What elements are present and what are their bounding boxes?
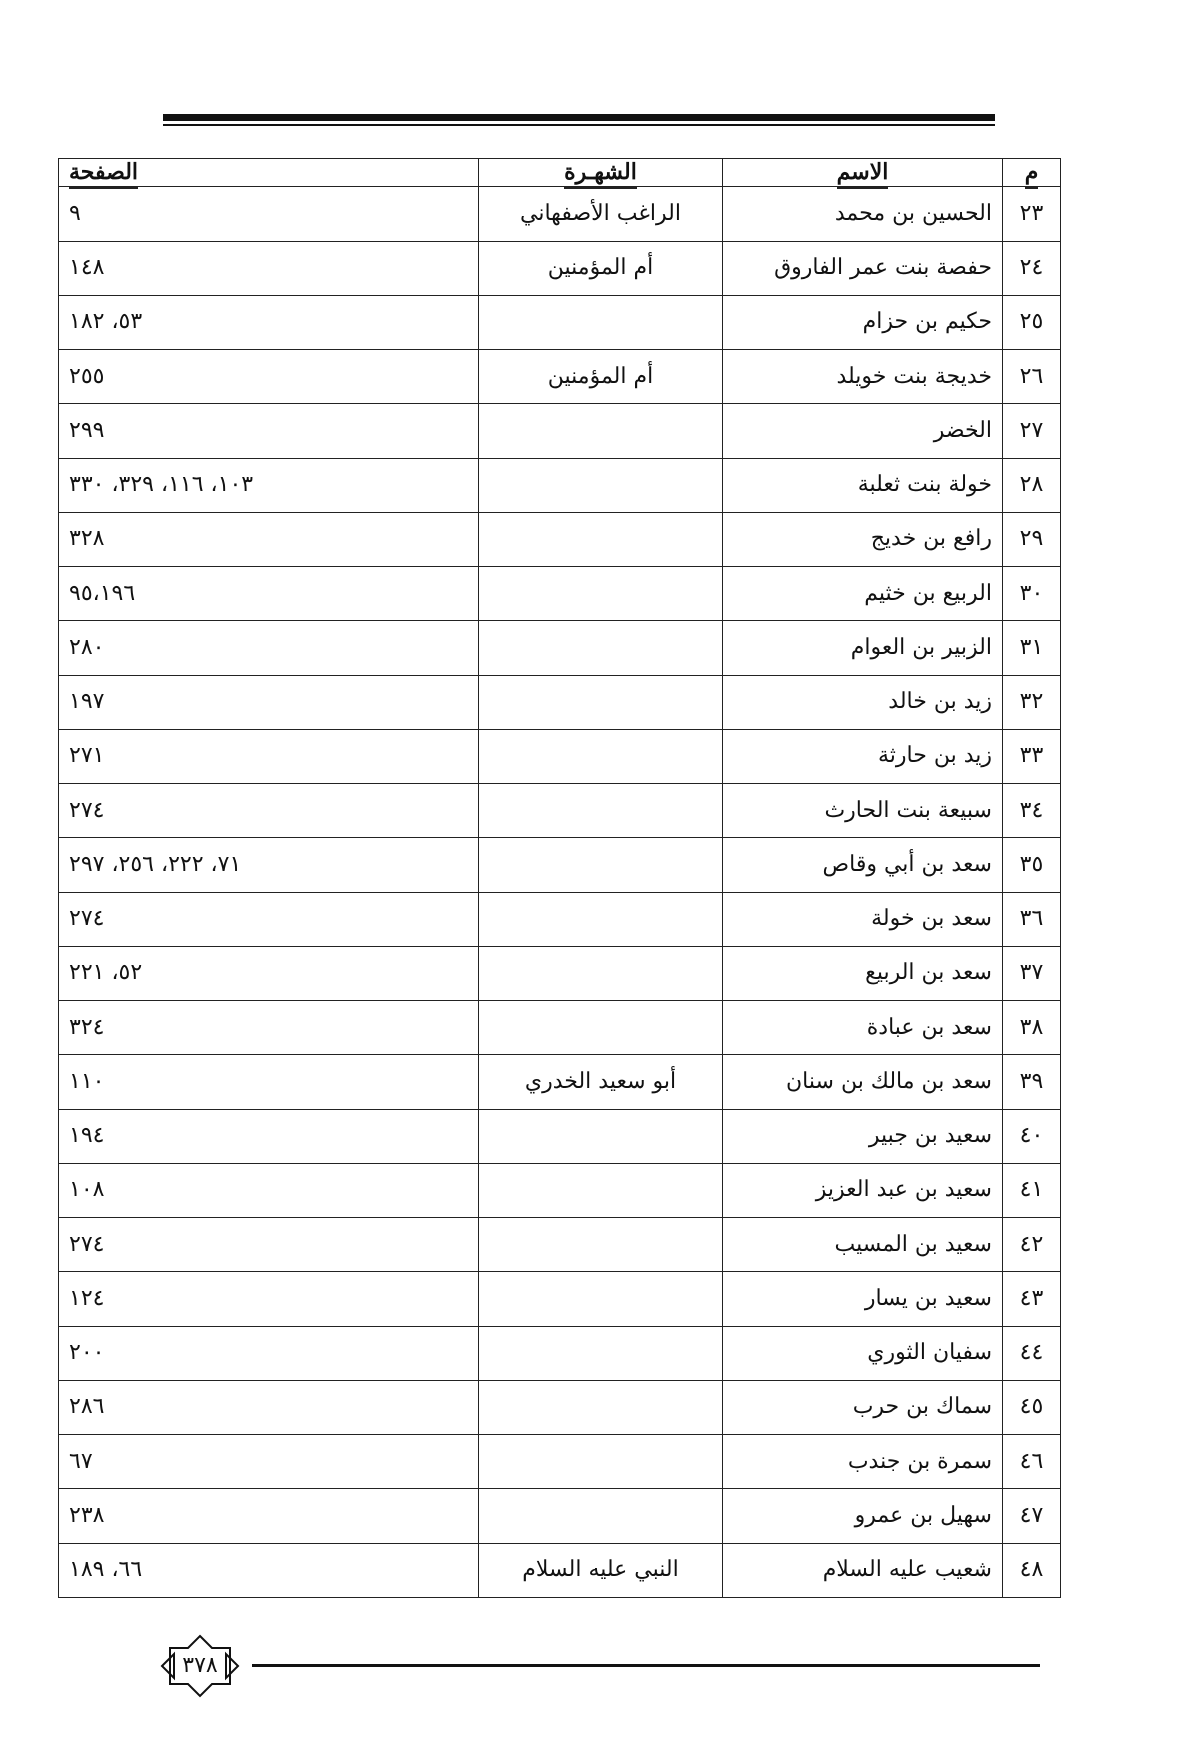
table-row — [59, 1543, 1061, 1597]
person-name: سعد بن عبادة — [723, 1001, 1003, 1055]
table-row — [59, 187, 1061, 241]
person-name: سمرة بن جندب — [723, 1435, 1003, 1489]
person-fame: النبي عليه السلام — [479, 1543, 723, 1597]
page-references: ٢٨٦ — [59, 1380, 479, 1434]
person-name: سعد بن خولة — [723, 892, 1003, 946]
row-number: ٢٧ — [1003, 404, 1061, 458]
row-number: ٤٥ — [1003, 1380, 1061, 1434]
person-name: سعيد بن المسيب — [723, 1218, 1003, 1272]
person-name: سماك بن حرب — [723, 1380, 1003, 1434]
page-references: ١٢٤ — [59, 1272, 479, 1326]
page-references: ٢٧٤ — [59, 892, 479, 946]
person-name: خديجة بنت خويلد — [723, 350, 1003, 404]
page-footer — [160, 1634, 1040, 1698]
row-number: ٣١ — [1003, 621, 1061, 675]
row-number: ٣٥ — [1003, 838, 1061, 892]
person-name: حكيم بن حزام — [723, 295, 1003, 349]
table-row — [59, 404, 1061, 458]
page-references: ٧١، ٢٢٢، ٢٥٦، ٢٩٧ — [59, 838, 479, 892]
person-name: سعيد بن عبد العزيز — [723, 1163, 1003, 1217]
page-references: ٢٣٨ — [59, 1489, 479, 1543]
person-name: زيد بن حارثة — [723, 729, 1003, 783]
person-fame: الراغب الأصفهاني — [479, 187, 723, 241]
table-row — [59, 1380, 1061, 1434]
row-number: ٣٠ — [1003, 567, 1061, 621]
page-references: ٢٩٩ — [59, 404, 479, 458]
table-row — [59, 1326, 1061, 1380]
page-references: ٣٢٤ — [59, 1001, 479, 1055]
row-number: ٢٥ — [1003, 295, 1061, 349]
page-references: ٢٨٠ — [59, 621, 479, 675]
page-references: ١٤٨ — [59, 241, 479, 295]
table-row — [59, 946, 1061, 1000]
row-number: ٣٦ — [1003, 892, 1061, 946]
page-references: ٩ — [59, 187, 479, 241]
table-row — [59, 512, 1061, 566]
person-name: خولة بنت ثعلبة — [723, 458, 1003, 512]
row-number: ٤٨ — [1003, 1543, 1061, 1597]
person-fame — [479, 729, 723, 783]
page-references: ٢٥٥ — [59, 350, 479, 404]
row-number: ٣٩ — [1003, 1055, 1061, 1109]
row-number: ٣٤ — [1003, 784, 1061, 838]
page-number-badge — [160, 1634, 240, 1698]
person-fame: أم المؤمنين — [479, 241, 723, 295]
header-page: الصفحة — [59, 159, 479, 187]
page-references: ٥٣، ١٨٢ — [59, 295, 479, 349]
person-fame — [479, 675, 723, 729]
table-row — [59, 1109, 1061, 1163]
person-fame — [479, 946, 723, 1000]
top-rule-thin — [163, 124, 995, 126]
page-references: ٢٧١ — [59, 729, 479, 783]
table-row — [59, 241, 1061, 295]
header-fame: الشهـرة — [479, 159, 723, 187]
person-name: الزبير بن العوام — [723, 621, 1003, 675]
person-fame — [479, 1489, 723, 1543]
page-references: ٢٧٤ — [59, 1218, 479, 1272]
table-row — [59, 621, 1061, 675]
person-name: سعد بن مالك بن سنان — [723, 1055, 1003, 1109]
table-row — [59, 838, 1061, 892]
row-number: ٤٢ — [1003, 1218, 1061, 1272]
person-fame — [479, 512, 723, 566]
row-number: ٤٤ — [1003, 1326, 1061, 1380]
table-row — [59, 1163, 1061, 1217]
row-number: ٢٣ — [1003, 187, 1061, 241]
person-fame — [479, 1435, 723, 1489]
table-row — [59, 1055, 1061, 1109]
person-fame — [479, 404, 723, 458]
table-row — [59, 350, 1061, 404]
top-rule-thick — [163, 114, 995, 121]
table-row — [59, 295, 1061, 349]
person-name: شعيب عليه السلام — [723, 1543, 1003, 1597]
footer-rule — [252, 1664, 1040, 1667]
row-number: ٢٦ — [1003, 350, 1061, 404]
row-number: ٣٢ — [1003, 675, 1061, 729]
person-name: سعد بن أبي وقاص — [723, 838, 1003, 892]
page-references: ٢٧٤ — [59, 784, 479, 838]
row-number: ٤٧ — [1003, 1489, 1061, 1543]
page-references: ٦٦، ١٨٩ — [59, 1543, 479, 1597]
person-name: سبيعة بنت الحارث — [723, 784, 1003, 838]
table-row — [59, 892, 1061, 946]
table-row — [59, 1435, 1061, 1489]
table-row — [59, 784, 1061, 838]
row-number: ٣٣ — [1003, 729, 1061, 783]
person-name: سفيان الثوري — [723, 1326, 1003, 1380]
page-references: ٣٢٨ — [59, 512, 479, 566]
person-fame — [479, 567, 723, 621]
row-number: ٣٨ — [1003, 1001, 1061, 1055]
person-name: حفصة بنت عمر الفاروق — [723, 241, 1003, 295]
person-fame: أم المؤمنين — [479, 350, 723, 404]
page-references: ٩٥،١٩٦ — [59, 567, 479, 621]
page-references: ١٠٨ — [59, 1163, 479, 1217]
person-name: الحسين بن محمد — [723, 187, 1003, 241]
page-references: ٥٢، ٢٢١ — [59, 946, 479, 1000]
page-references: ٢٠٠ — [59, 1326, 479, 1380]
page-references: ١٩٧ — [59, 675, 479, 729]
person-fame — [479, 1163, 723, 1217]
person-name: الربيع بن خثيم — [723, 567, 1003, 621]
row-number: ٢٤ — [1003, 241, 1061, 295]
person-fame — [479, 1109, 723, 1163]
row-number: ٢٨ — [1003, 458, 1061, 512]
person-fame — [479, 1380, 723, 1434]
person-fame: أبو سعيد الخدري — [479, 1055, 723, 1109]
person-fame — [479, 621, 723, 675]
person-fame — [479, 295, 723, 349]
row-number: ٢٩ — [1003, 512, 1061, 566]
page-number: ٣٧٨ — [182, 1653, 218, 1678]
person-fame — [479, 838, 723, 892]
person-fame — [479, 1218, 723, 1272]
person-name: رافع بن خديج — [723, 512, 1003, 566]
page-references: ١١٠ — [59, 1055, 479, 1109]
row-number: ٤٦ — [1003, 1435, 1061, 1489]
person-fame — [479, 784, 723, 838]
table-row — [59, 1001, 1061, 1055]
person-fame — [479, 458, 723, 512]
header-name: الاسم — [723, 159, 1003, 187]
page-references: ١٩٤ — [59, 1109, 479, 1163]
person-fame — [479, 1272, 723, 1326]
row-number: ٤١ — [1003, 1163, 1061, 1217]
person-fame — [479, 1326, 723, 1380]
person-name: الخضر — [723, 404, 1003, 458]
table-header-row — [59, 159, 1061, 187]
table-row — [59, 458, 1061, 512]
page-references: ٦٧ — [59, 1435, 479, 1489]
person-name: سعد بن الربيع — [723, 946, 1003, 1000]
table-row — [59, 1218, 1061, 1272]
page-references: ١٠٣، ١١٦، ٣٢٩، ٣٣٠ — [59, 458, 479, 512]
table-row — [59, 1489, 1061, 1543]
person-name: سعيد بن يسار — [723, 1272, 1003, 1326]
row-number: ٤٠ — [1003, 1109, 1061, 1163]
table-row — [59, 675, 1061, 729]
person-fame — [479, 1001, 723, 1055]
person-name: سعيد بن جبير — [723, 1109, 1003, 1163]
index-table — [58, 158, 1061, 1598]
row-number: ٣٧ — [1003, 946, 1061, 1000]
row-number: ٤٣ — [1003, 1272, 1061, 1326]
top-double-rule — [163, 114, 995, 126]
person-name: سهيل بن عمرو — [723, 1489, 1003, 1543]
person-fame — [479, 892, 723, 946]
table-row — [59, 567, 1061, 621]
person-name: زيد بن خالد — [723, 675, 1003, 729]
header-number: م — [1003, 159, 1061, 187]
table-row — [59, 1272, 1061, 1326]
table-row — [59, 729, 1061, 783]
